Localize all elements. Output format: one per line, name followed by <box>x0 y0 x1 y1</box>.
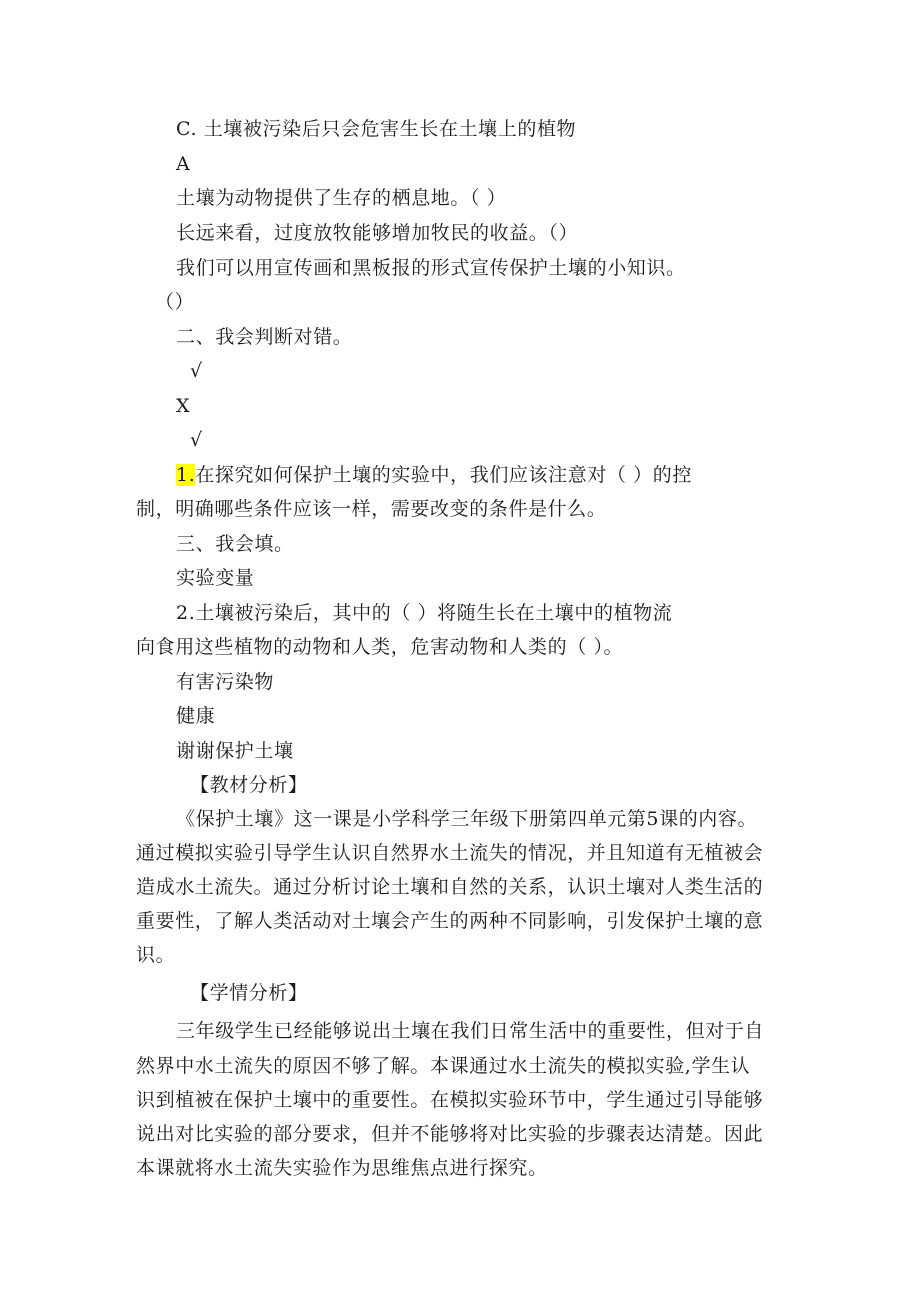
answer-variable: 实验变量 <box>176 567 255 589</box>
student-para-3: 识到植被在保护土壤中的重要性。在模拟实验环节中，学生通过引导能够 <box>136 1089 764 1111</box>
textbook-para-5: 识。 <box>136 944 176 966</box>
option-c: C. 土壤被污染后只会危害生长在土壤上的植物 <box>176 118 577 140</box>
answer-check-1: √ <box>190 360 203 382</box>
highlighted-number: 1. <box>176 464 196 486</box>
section-three-heading: 三、我会填。 <box>176 533 294 555</box>
fill-item-1 <box>176 462 692 488</box>
answer-a: A <box>176 153 191 175</box>
answer-check-2: √ <box>190 429 203 451</box>
textbook-analysis-heading: 【教材分析】 <box>190 774 308 796</box>
student-analysis-heading: 【学情分析】 <box>190 982 308 1004</box>
student-para-5: 本课就将水土流失实验作为思维焦点进行探究。 <box>136 1157 548 1179</box>
fill-item-2-cont: 向食用这些植物的动物和人类，危害动物和人类的（ ）。 <box>136 636 624 658</box>
judge-item-2: 长远来看，过度放牧能够增加牧民的收益。（） <box>176 222 579 244</box>
answer-pollutant: 有害污染物 <box>176 671 275 693</box>
answer-cross: X <box>176 395 191 417</box>
fill-item-1-cont: 制，明确哪些条件应该一样，需要改变的条件是什么。 <box>136 498 607 520</box>
fill-item-2: 2.土壤被污染后，其中的（ ）将随生长在土壤中的植物流 <box>176 602 673 624</box>
answer-health: 健康 <box>176 705 216 727</box>
closing-line: 谢谢保护土壤 <box>176 740 294 762</box>
section-two-heading: 二、我会判断对错。 <box>176 326 353 348</box>
textbook-para-3: 造成水土流失。通过分析讨论土壤和自然的关系，认识土壤对人类生活的 <box>136 876 764 898</box>
judge-item-1: 土壤为动物提供了生存的栖息地。（ ） <box>176 187 507 209</box>
student-para-2: 然界中水土流失的原因不够了解。本课通过水土流失的模拟实验,学生认 <box>136 1055 751 1077</box>
student-para-1: 三年级学生已经能够说出土壤在我们日常生活中的重要性，但对于自 <box>176 1020 765 1042</box>
student-para-4: 说出对比实验的部分要求，但并不能够将对比实验的步骤表达清楚。因此 <box>136 1123 764 1145</box>
textbook-para-2: 通过模拟实验引导学生认识自然界水土流失的情况，并且知道有无植被会 <box>136 842 764 864</box>
judge-item-3-bracket: （） <box>155 291 195 313</box>
fill-item-1-text: 在探究如何保护土壤的实验中，我们应该注意对（ ）的控 <box>195 464 692 486</box>
textbook-para-4: 重要性，了解人类活动对土壤会产生的两种不同影响，引发保护土壤的意 <box>136 910 764 932</box>
textbook-para-1: 《保护土壤》这一课是小学科学三年级下册第四单元第5课的内容。 <box>176 808 758 830</box>
judge-item-3: 我们可以用宣传画和黑板报的形式宣传保护土壤的小知识。 <box>176 257 686 279</box>
